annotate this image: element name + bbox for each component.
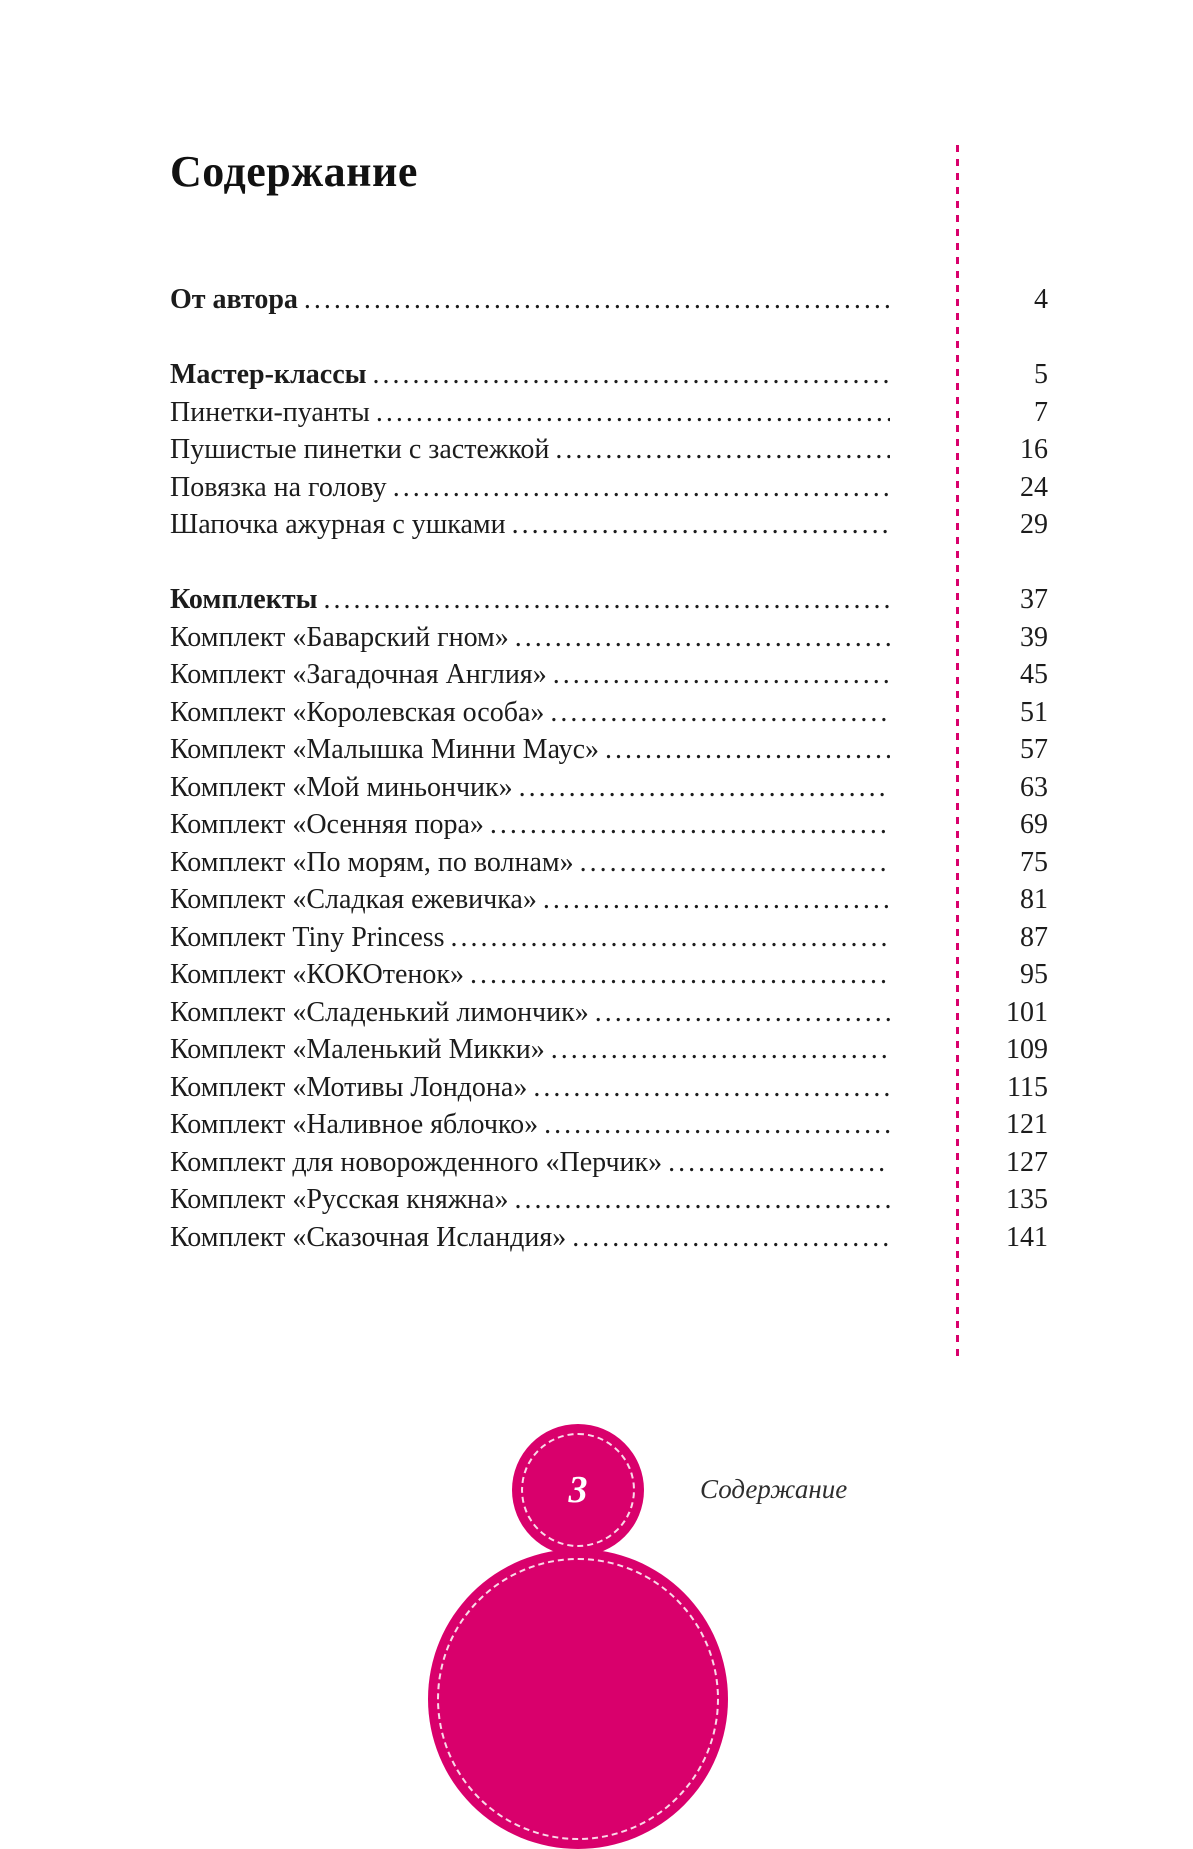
dotted-leader (580, 844, 890, 882)
toc-entry-page: 127 (1006, 1146, 1048, 1178)
toc-entry (170, 469, 1048, 507)
dotted-leader (543, 881, 890, 919)
toc-entry-page: 39 (1020, 621, 1048, 653)
toc-entry-page: 95 (1020, 959, 1048, 990)
toc-entry-label: Шапочка ажурная с ушками (170, 509, 506, 540)
toc-entry-label: Комплект «Баварский гном» (170, 621, 509, 653)
dotted-leader (550, 694, 890, 732)
dotted-leader (555, 431, 890, 469)
dotted-leader (373, 356, 891, 394)
dotted-leader (572, 1219, 890, 1257)
dotted-leader (519, 769, 890, 807)
toc-entry-label: Комплект «Загадочная Англия» (170, 659, 547, 690)
toc-entry (170, 394, 1048, 432)
toc-entry (170, 619, 1048, 657)
toc-entry-label: Комплект «Сладкая ежевичка» (170, 884, 537, 915)
toc-entry (170, 1031, 1048, 1069)
toc-entry-label: Комплект Tiny Princess (170, 921, 445, 953)
toc-entry-label: Комплект «Маленький Микки» (170, 1034, 545, 1065)
toc-entry-page: 87 (1020, 921, 1048, 953)
toc-entry-page: 141 (1006, 1221, 1048, 1253)
toc-entry-page: 7 (1034, 396, 1048, 428)
dotted-leader (376, 394, 890, 432)
dotted-leader (605, 731, 890, 769)
toc-entry (170, 1069, 1048, 1107)
footer-page-number: 3 (568, 1469, 588, 1511)
dotted-leader (544, 1106, 890, 1144)
page-number-badge (512, 1424, 644, 1556)
toc-entry (170, 281, 1048, 319)
dotted-leader (393, 469, 890, 507)
toc-list (170, 281, 1048, 1256)
toc-entry-label: Пушистые пинетки с застежкой (170, 434, 550, 465)
toc-entry-label: Комплект «Королевская особа» (170, 696, 545, 728)
toc-entry-label: От автора (170, 284, 298, 315)
toc-entry-label: Комплект «Сладенький лимончик» (170, 996, 589, 1028)
dotted-leader (595, 994, 890, 1032)
toc-entry-page: 81 (1020, 884, 1048, 915)
toc-entry (170, 356, 1048, 394)
toc-entry-page: 75 (1020, 846, 1048, 878)
dotted-leader (512, 506, 890, 544)
dotted-leader (490, 806, 890, 844)
toc-entry (170, 956, 1048, 994)
toc-entry-label: Комплект «Малышка Минни Маус» (170, 734, 600, 765)
toc-entry-label: Комплект для новорожденного «Перчик» (170, 1146, 663, 1178)
toc-entry (170, 506, 1048, 544)
toc-entry-label: Комплект «По морям, по волнам» (170, 846, 574, 878)
toc-entry-page: 101 (1006, 996, 1048, 1028)
toc-entry (170, 581, 1048, 619)
toc-entry (170, 881, 1048, 919)
toc-entry (170, 806, 1048, 844)
toc-entry-label: Комплект «Мотивы Лондона» (170, 1071, 528, 1103)
toc-entry (170, 656, 1048, 694)
toc-entry (170, 769, 1048, 807)
toc-entry (170, 994, 1048, 1032)
toc-entry (170, 919, 1048, 957)
dotted-leader (515, 619, 890, 657)
dotted-leader (533, 1069, 890, 1107)
dotted-leader (451, 919, 890, 957)
toc-entry-page: 51 (1020, 696, 1048, 728)
toc-entry (170, 1181, 1048, 1219)
dotted-leader (323, 581, 890, 619)
toc-entry-label: Комплект «Осенняя пора» (170, 809, 484, 840)
toc-entry (170, 431, 1048, 469)
toc-entry-page: 109 (1006, 1034, 1048, 1065)
toc-entry-label: Комплекты (170, 584, 318, 615)
toc-entry-page: 69 (1020, 809, 1048, 840)
toc-entry (170, 1219, 1048, 1257)
toc-entry-label: Комплект «КОКОтенок» (170, 959, 464, 990)
toc-entry-page: 24 (1020, 471, 1048, 503)
toc-entry-label: Комплект «Наливное яблочко» (170, 1109, 539, 1140)
partial-circle-decoration (428, 1549, 728, 1849)
toc-entry-label: Повязка на голову (170, 471, 387, 503)
footer-section-label: Содержание (700, 1474, 848, 1504)
dotted-leader (470, 956, 890, 994)
toc-entry-page: 29 (1020, 509, 1048, 540)
toc-entry-page: 57 (1020, 734, 1048, 765)
dotted-leader (304, 281, 890, 319)
toc-entry-page: 63 (1020, 771, 1048, 803)
page-title: Содержание (170, 147, 418, 196)
toc-entry (170, 1106, 1048, 1144)
toc-entry-page: 5 (1034, 359, 1048, 390)
toc-entry-page: 45 (1020, 659, 1048, 690)
toc-entry-page: 135 (1006, 1184, 1048, 1215)
toc-entry-page: 121 (1006, 1109, 1048, 1140)
toc-entry-page: 4 (1034, 284, 1048, 315)
toc-entry (170, 844, 1048, 882)
toc-entry (170, 694, 1048, 732)
toc-entry-label: Комплект «Сказочная Исландия» (170, 1221, 567, 1253)
dotted-leader (514, 1181, 890, 1219)
dotted-leader (553, 656, 890, 694)
dotted-leader (551, 1031, 890, 1069)
dotted-leader (668, 1144, 890, 1182)
toc-entry-label: Комплект «Русская княжна» (170, 1184, 509, 1215)
toc-entry (170, 1144, 1048, 1182)
toc-entry-label: Комплект «Мой миньончик» (170, 771, 513, 803)
toc-entry (170, 731, 1048, 769)
toc-entry-label: Пинетки-пуанты (170, 396, 370, 428)
toc-entry-page: 37 (1020, 584, 1048, 615)
toc-entry-label: Мастер-классы (170, 359, 367, 390)
toc-entry-page: 115 (1007, 1071, 1048, 1103)
dashed-ring-decoration (437, 1558, 719, 1840)
toc-entry-page: 16 (1020, 434, 1048, 465)
